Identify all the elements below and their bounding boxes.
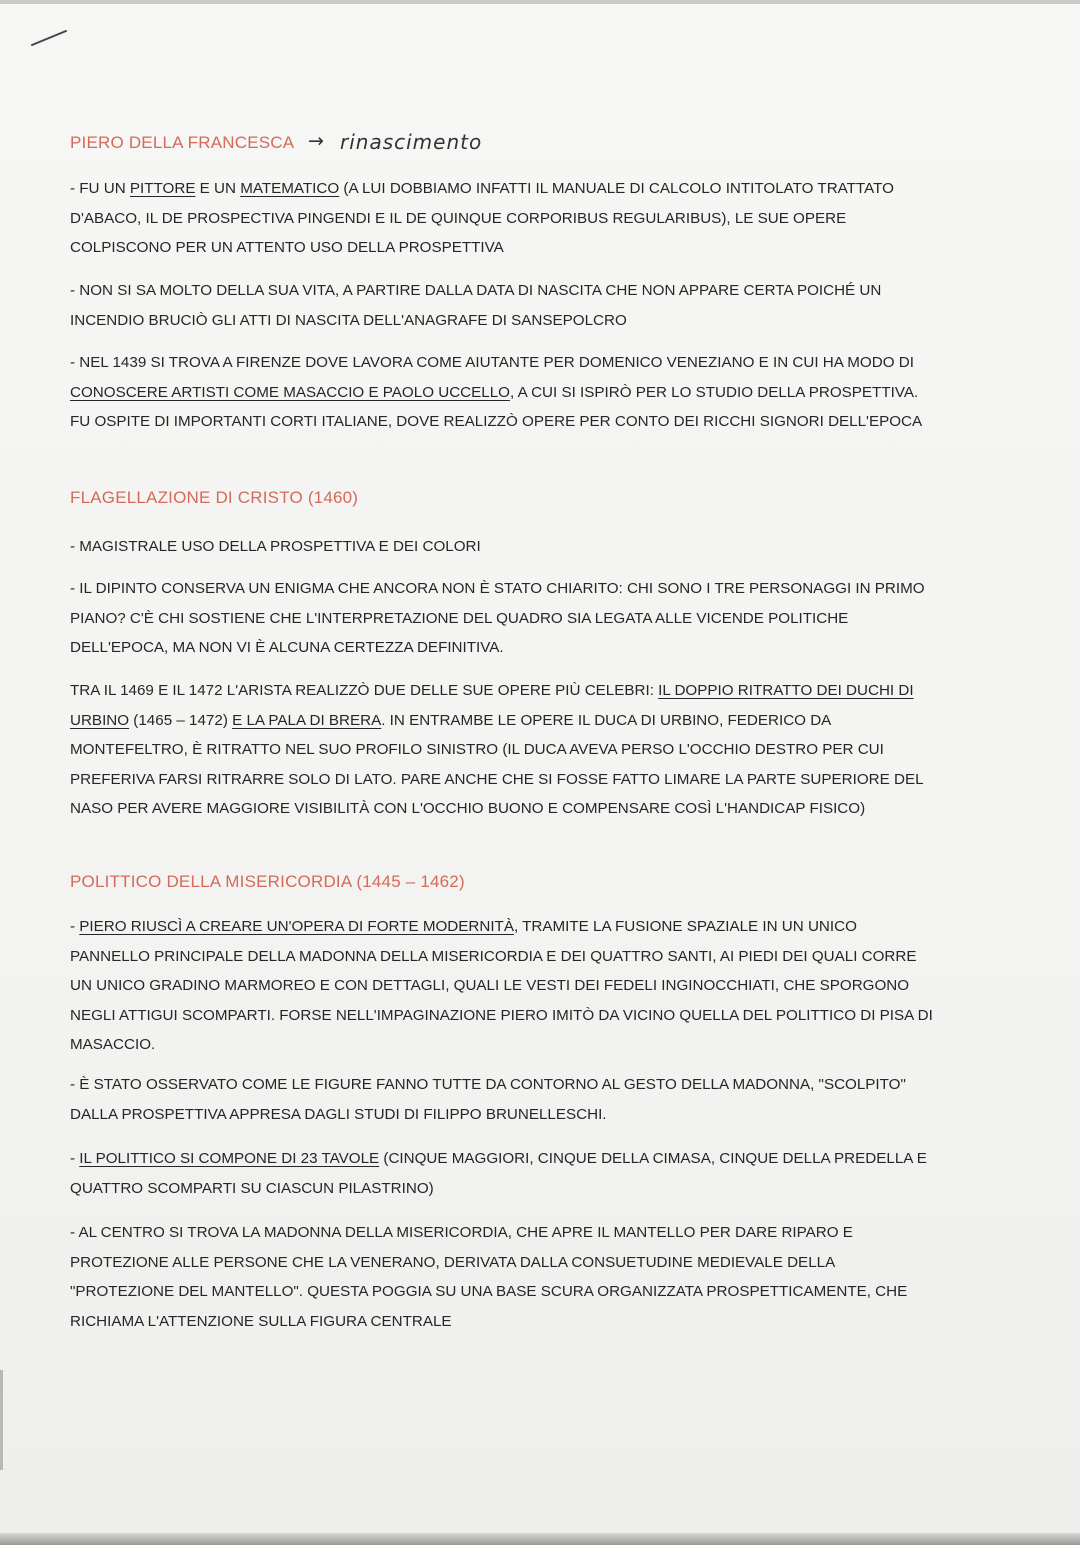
page-top-edge xyxy=(0,0,1080,4)
text-run: - xyxy=(70,1150,80,1167)
page-bottom-edge xyxy=(0,1533,1080,1545)
page-left-edge xyxy=(0,1370,3,1470)
underlined-text: IL DOPPIO RITRATTO DEI DUCHI DI URBINO xyxy=(70,682,914,729)
paragraph-birth: - NON SI SA MOLTO DELLA SUA VITA, A PARTIRE DALLA DATA DI NASCITA CHE NON APPARE CERTA POICHÉ UN INCENDIO BRUCIÒ GLI ATTI DI NASCITA DELL'ANAGRAFE DI SANSEPOLCRO xyxy=(70,282,882,329)
handwritten-note: rinascimento xyxy=(340,130,483,154)
paragraph-madonna: - AL CENTRO SI TROVA LA MADONNA DELLA MISERICORDIA, CHE APRE IL MANTELLO PER DARE RIPARO E PROTEZIONE ALLE PERSONE CHE LA VENERANO, DERIVATA DALLA CONSUETUDINE MEDIEVALE DELLA "PROTEZIONE DEL MANTELLO". QUESTA POGGIA SU UNA BASE SCURA ORGANIZZATA PROSPETTICAMENTE, CHE RICHIAMA L'ATTENZIONE SULLA FIGURA CENTRALE xyxy=(70,1224,908,1330)
paragraph-ritratto xyxy=(70,676,940,824)
paragraph-enigma: - IL DIPINTO CONSERVA UN ENIGMA CHE ANCORA NON È STATO CHIARITO: CHI SONO I TRE PERSONAGGI IN PRIMO PIANO? C'È CHI SOSTIENE CHE L'INTERPRETAZIONE DEL QUADRO SIA LEGATA ALLE VICENDE POLITICHE DELL'EPOCA, MA NON VI È ALCUNA CERTEZZA DEFINITIVA. xyxy=(70,580,925,656)
section-heading-polittico: POLITTICO DELLA MISERICORDIA (1445 – 1462) xyxy=(70,872,465,891)
section-heading-piero xyxy=(70,133,294,153)
text-run: - xyxy=(70,918,80,935)
paragraph-florence xyxy=(70,348,940,437)
paragraph-tavole xyxy=(70,1144,940,1203)
text-run: - FU UN xyxy=(70,180,130,197)
text-run: E UN xyxy=(195,180,241,197)
text-run: (CINQUE MAGGIORI, CINQUE DELLA CIMASA, CINQUE DELLA PREDELLA E QUATTRO SCOMPARTI SU CIASCUN PILASTRINO) xyxy=(70,1150,927,1197)
underlined-text: PITTORE xyxy=(129,180,196,197)
paragraph-biography xyxy=(70,174,940,263)
text-run: . IN ENTRAMBE LE OPERE IL DUCA DI URBINO, FEDERICO DA MONTEFELTRO, È RITRATTO NEL SUO PROFILO SINISTRO (IL DUCA AVEVA PERSO L'OCCHIO DESTRO PER CUI PREFERIVA FARSI RITRARRE SOLO DI LATO. PARE ANCHE CHE SI FOSSE FATTO LIMARE LA PARTE SUPERIORE DEL NASO PER AVERE MAGGIORE VISIBILITÀ CON L'OCCHIO BUONO E COMPENSARE COSÌ L'HANDICAP FISICO) xyxy=(70,711,923,817)
heading-title: PIERO DELLA FRANCESCA xyxy=(70,133,295,152)
text-run: TRA IL 1469 E IL 1472 L'ARISTA REALIZZÒ DUE DELLE SUE OPERE PIÙ CELEBRI: xyxy=(70,682,659,699)
handwritten-arrow: → xyxy=(308,130,325,152)
section-heading-flagellazione: FLAGELLAZIONE DI CRISTO (1460) xyxy=(70,488,359,507)
pen-stroke-mark xyxy=(30,28,70,48)
paragraph-modernita xyxy=(70,912,940,1060)
underlined-text: PIERO RIUSCÌ A CREARE UN'OPERA DI FORTE MODERNITÀ xyxy=(79,918,514,935)
underlined-text: IL POLITTICO SI COMPONE DI 23 TAVOLE xyxy=(79,1150,380,1167)
underlined-text: MATEMATICO xyxy=(240,180,340,197)
text-run: , A CUI SI ISPIRÒ PER LO STUDIO DELLA PROSPETTIVA. FU OSPITE DI IMPORTANTI CORTI ITALIANE, DOVE REALIZZÒ OPERE PER CONTO DEI RICCHI SIGNORI DELL'EPOCA xyxy=(70,383,923,430)
text-run: (A LUI DOBBIAMO INFATTI IL MANUALE DI CALCOLO INTITOLATO TRATTATO D'ABACO, IL DE PROSPECTIVA PINGENDI E IL DE QUINQUE CORPORIBUS REGULARIBUS), LE SUE OPERE COLPISCONO PER UN ATTENTO USO DELLA PROSPETTIVA xyxy=(70,180,894,256)
text-run: , TRAMITE LA FUSIONE SPAZIALE IN UN UNICO PANNELLO PRINCIPALE DELLA MADONNA DELLA MISERICORDIA E DEI QUATTRO SANTI, AI PIEDI DEI QUALI CORRE UN UNICO GRADINO MARMOREO E CON DETTAGLI, QUALI LE VESTI DEI FEDELI INGINOCCHIATI, CHE SPORGONO NEGLI ATTIGUI SCOMPARTI. FORSE NELL'IMPAGINAZIONE PIERO IMITÒ DA VICINO QUELLA DEL POLITTICO DI PISA DI MASACCIO. xyxy=(70,918,933,1053)
underlined-text: CONOSCERE ARTISTI COME MASACCIO E PAOLO UCCELLO xyxy=(70,383,510,401)
text-run: (1465 – 1472) xyxy=(129,711,233,729)
underlined-text: E LA PALA DI BRERA xyxy=(232,711,382,729)
text-run: - NEL 1439 SI TROVA A FIRENZE DOVE LAVORA COME AIUTANTE PER DOMENICO VENEZIANO E IN CUI HA MODO DI xyxy=(70,354,914,371)
paragraph-prospettiva: - MAGISTRALE USO DELLA PROSPETTIVA E DEI COLORI xyxy=(70,538,481,555)
paragraph-figure: - È STATO OSSERVATO COME LE FIGURE FANNO TUTTE DA CONTORNO AL GESTO DELLA MADONNA, "SCOLPITO" DALLA PROSPETTIVA APPRESA DAGLI STUDI DI FILIPPO BRUNELLESCHI. xyxy=(70,1076,906,1123)
